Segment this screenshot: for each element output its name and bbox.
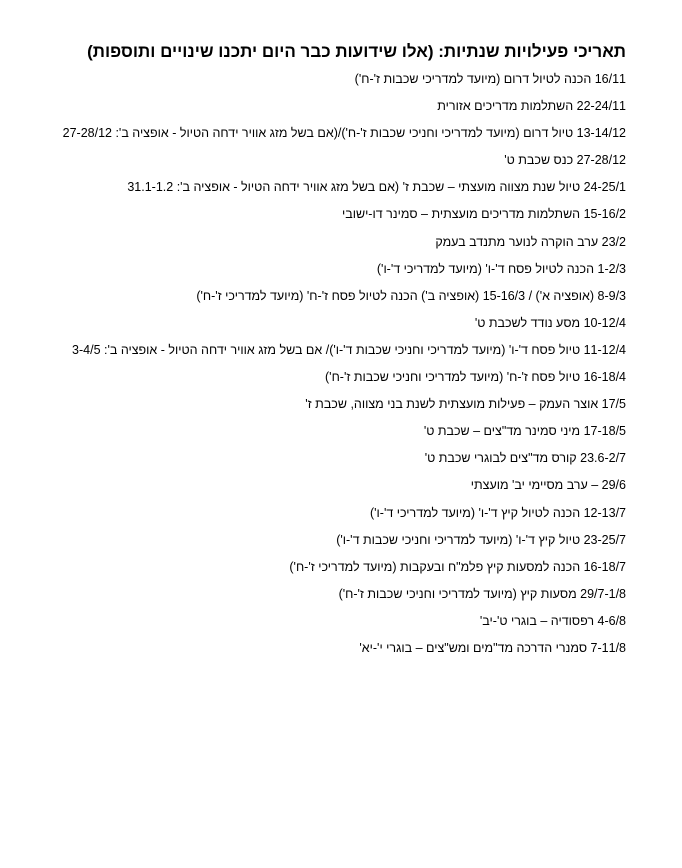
event-line-1: 16/11 הכנה לטיול דרום (מיועד למדריכי שכבות ז'-ח') xyxy=(354,72,626,86)
event-line-20: 29/7-1/8 מסעות קיץ (מיועד למדריכי וחניכי שכבות ז'-ח') xyxy=(338,586,626,601)
event-line-13: 17/5 אוצר העמק – פעילות מועצתית לשנת בני מצווה, שכבת ז' xyxy=(305,397,626,412)
event-line-17: 12-13/7 הכנה לטיול קיץ ד'-ו' (מיועד למדריכי ד'-ו') xyxy=(369,505,626,520)
event-line-14: 17-18/5 מיני סמינר מד"צים – שכבת ט' xyxy=(423,424,626,439)
event-line-10: 10-12/4 מסע נודד לשכבת ט' xyxy=(474,315,626,330)
event-line-15: 23.6-2/7 קורס מד"צים לבוגרי שכבת ט' xyxy=(424,451,626,466)
event-line-9: 8-9/3 (אופציה א') / 15-16/3 (אופציה ב') הכנה לטיול פסח ז'-ח' (מיועד למדריכי ז'-ח') xyxy=(196,288,626,303)
event-line-4: 27-28/12 כנס שכבת ט' xyxy=(504,153,626,168)
event-line-19: 16-18/7 הכנה למסעות קיץ פלמ"ח ובעקבות (מיועד למדריכי ז'-ח') xyxy=(289,559,626,574)
event-line-21: 4-6/8 רפסודיה – בוגרי ט'-יב' xyxy=(479,613,626,628)
events-list xyxy=(26,71,626,667)
event-line-3: 13-14/12 טיול דרום (מיועד למדריכי וחניכי שכבות ז'-ח')/(אם בשל מזג אוויר ידחה הטיול - אופציה ב': 27-28/12 xyxy=(62,126,626,141)
event-line-12: 16-18/4 טיול פסח ז'-ח' (מיועד למדריכי וחניכי שכבות ז'-ח') xyxy=(325,370,626,385)
event-line-18: 23-25/7 טיול קיץ ד'-ו' (מיועד למדריכי וחניכי שכבות ד'-ו') xyxy=(336,532,626,547)
event-line-16: 29/6 – ערב מסיימי יב' מועצתי xyxy=(470,478,626,493)
event-line-7: 23/2 ערב הוקרה לנוער מתנדב בעמק xyxy=(435,234,626,249)
event-line-8: 1-2/3 הכנה לטיול פסח ד'-ו' (מיועד למדריכי ד'-ו') xyxy=(376,261,626,276)
document-title: תאריכי פעילויות שנתיות: (אלו שידועות כבר היום יתכנו שינויים ותוספות) xyxy=(87,42,626,61)
event-line-2: 22-24/11 השתלמות מדריכים אזורית xyxy=(437,99,626,114)
event-line-5: 24-25/1 טיול שנת מצווה מועצתי – שכבת ז' (אם בשל מזג אוויר ידחה הטיול - אופציה ב': 31.1-1.2 xyxy=(127,180,626,195)
event-line-22: 7-11/8 סמנרי הדרכה מד"מים ומש"צים – בוגרי י'-יא' xyxy=(359,640,626,655)
event-line-6: 15-16/2 השתלמות מדריכים מועצתית – סמינר דו-ישובי xyxy=(341,207,626,222)
event-line-11: 11-12/4 טיול פסח ד'-ו' (מיועד למדריכי וחניכי שכבות ד'-ו')/ אם בשל מזג אוויר ידחה הטיול - אופציה ב': 3-4/5 xyxy=(72,342,626,357)
